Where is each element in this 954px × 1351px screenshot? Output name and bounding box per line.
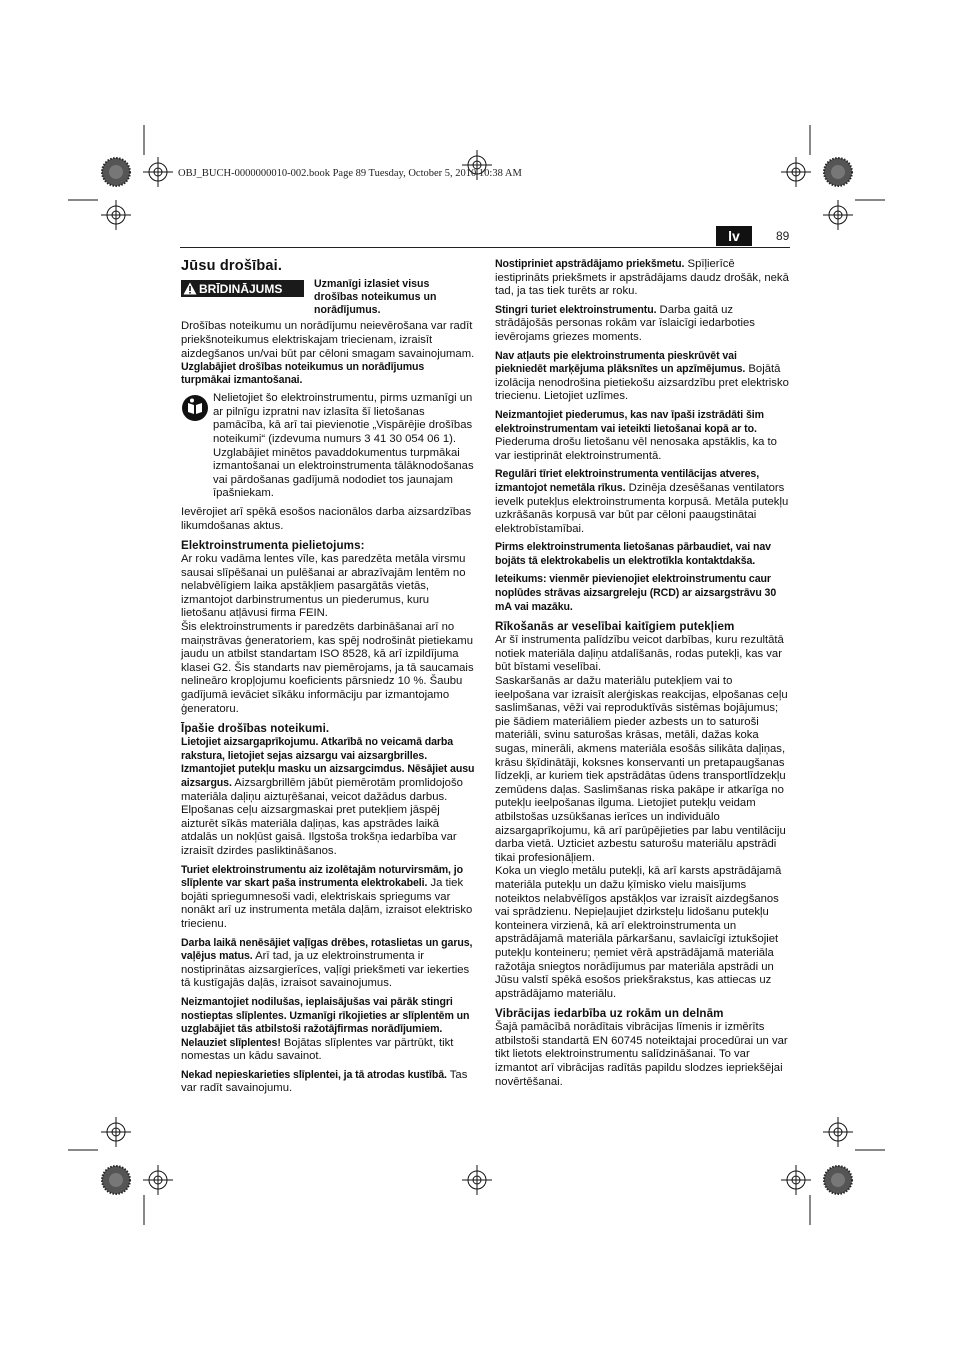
subheading-special: Īpašie drošības noteikumi. [181, 722, 330, 736]
paragraph-text: Arī tad, ja uz elektroinstrumenta ir nostiprinātas aizsargierīces, vaļīgi priekšmeti var iekerties tā kustīgajās daļās, izraisot savainojumus. [181, 950, 470, 990]
warning-block [181, 278, 476, 316]
bold-lead: Regulāri tīriet elektroinstrumenta ventilācijas atveres, izmantojot nemetāla rīkus. [495, 468, 760, 494]
paragraph-text: Bojātas slīplentes var pārtrūkt, tikt nomestas un kādu savainot. [181, 1036, 454, 1063]
manual-notice [181, 392, 476, 501]
paragraph-text: Bojātā izolācija nenodrošina pietiekošu aizsardzību pret elektrisko triecienu. Lietojiet uzlīmes. [495, 363, 789, 403]
paragraph: Koka un vieglo metālu putekļi, kā arī karsts apstrādājamā materiāla putekļu un dažu ķīmisko vielu maisījums noteiktos nelabvēlīgos apstākļos var izraisīt aizdegšanos vai sprādzienu. Nepieļaujiet dzirksteļu lidošanu putekļu konteinera virzienā, kā arī elektroinstrumenta un apstrādājamā materiāla pārkaršanu, savlaicīgi iztukšojiet putekļu konteineru; ņemiet vērā apstrādājamā materiāla ražotāja sniegtos norādījumus par materiāla apstrādi un Jūsu valstī spēkā esošos priekšrakstus, kas attiecas uz apstrādājamo materiālu. [495, 865, 782, 1000]
paragraph-text: Aizsargbrillēm jābūt piemērotām promlidojošo materiāla daļiņu aiztuŗēšanai, veicot dažādus darbus. Elpošanas ceļu aizsargmaskai pret putekļiem jāspēj aizturēt sīkās materiāla daļiņas, kas apstrādes laikā atdalās un nokļūst gaisā. Ilgstoša trokšņa iedarbība var izraisīt dzirdes pasliktināšanos. [181, 777, 463, 857]
paragraph-text: Ja tiek bojāti spriegumnesoši vadi, elektriskais spriegums var nonākt arī uz instrumenta metāla daļām, izraisot elektrisko triecienu. [181, 877, 473, 930]
bold-lead: Nekad nepieskarieties slīplentei, ja tā atrodas kustībā. [181, 1068, 447, 1081]
paragraph: Saskaršanās ar dažu materiālu putekļiem vai to ieelpošana var izraisīt alerģiskas reakcijas, elpošanas ceļu saslimšanas, vēži vai reproduktīvās sistēmas bojājumus; pie šādiem materiāliem pieder azbests un to saturoši materiāli, svinu saturošas krāsas, metāli, dažas koka sugas, minerāli, akmens materiāla esošās silikāta daļiņas, krāsu šķīdinātāji, koksnes konservanti un pretapaugšanas līdzekļi, ar kuriem tiek apstrādātas ūdens transportlīdzekļu zemūdens daļas. Saslimšanas riska pakāpe ir atkarīga no putekļu ieelpošanas ilguma. Lietojiet putekļu veidam atbilstošas uzsūkšanas ierīces un individuālo aizsargaprīkojumu, kā arī parūpējieties par labu ventilāciju darba vietā. Uzticiet azbestu saturošu materiālu apstrādi tikai profesionāļiem. [495, 675, 788, 864]
section-title: Jūsu drošībai. [181, 258, 283, 274]
language-badge: lv [716, 226, 752, 246]
paragraph-text: Piederuma drošu lietošanu vēl nenosaka apstāklis, ka to var iestiprināt elektroinstrumentā. [495, 436, 777, 462]
paragraph-text: Spīļierīcē iestiprināts priekšmets ir apstrādājams daudz drošāk, nekā tad, ja tas tiek turēts ar roku. [495, 258, 789, 298]
paragraph: Ar šī instrumenta palīdzību veicot darbības, kuru rezultātā notiek materiāla daļiņu atdalīšanās, rodas putekļi, kas var būt bīstami veselībai. [495, 634, 784, 674]
paragraph: Šis elektroinstruments ir paredzēts darbināšanai arī no maiņstrāvas ģeneratoriem, kas spēj nodrošināt pietiekamu jaudu un atbilst standartam ISO 8528, kā arī izpildījuma klasei G2. Šis standarts nav piemērojams, ja tā saucamais nelineāro kropļojumu koeficients pārsniedz 10 %. Šaubu gadījumā ievāciet sīkāku informāciju par izmantojamo ģeneratoru. [181, 621, 474, 715]
left-column [181, 258, 476, 1101]
bold-lead: Lietojiet aizsargaprīkojumu. Atkarībā no veicamā darba rakstura, lietojiet sejas aizsargu vai aizsargbrilles. Izmantojiet putekļu masku un aizsargcimdus. Nēsājiet ausu aizsargus. [181, 736, 475, 790]
paragraph: Šajā pamācībā norādītais vibrācijas līmenis ir izmērīts atbilstoši standartā EN 60745 noteiktajai procedūrai un var tikt lietots elektroinstrumentu salīdzināšanai. To var izmantot arī vibrācijas radītās papildu slodzes iepriekšējai novērtēšanai. [495, 1021, 788, 1088]
page-number: 89 [776, 229, 790, 243]
bold-lead: Turiet elektroinstrumentu aiz izolētajām noturvirsmām, jo slīplente var skart paša instrumenta elektrokabeli. [181, 863, 463, 890]
header-rule [180, 247, 790, 248]
right-column [495, 258, 790, 1094]
bold-lead: Neizmantojiet piederumus, kas nav īpaši izstrādāti šim elektroinstrumentam vai ieteikti lietošanai kopā ar to. [495, 408, 764, 435]
paragraph: Ar roku vadāma lentes vīle, kas paredzēta metāla virsmu sausai slīpēšanai un pulēšanai ar abrazīvajām lentēm no nelabvēlīgiem laika apstākļiem pasargātās vietās, izmantojot darbinstrumentus un piederumus, kuru lietošanu atļāvusi firma FEIN. [181, 553, 466, 620]
bold-lead: Stingri turiet elektroinstrumentu. [495, 303, 657, 316]
subheading-dust: Rīkošanās ar veselībai kaitīgiem putekļiem [495, 620, 735, 634]
warning-label: BRĪDINĀJUMS [199, 281, 283, 296]
read-manual-icon [181, 394, 209, 422]
print-header: OBJ_BUCH-0000000010-002.book Page 89 Tuesday, October 5, 2010 10:38 AM [178, 168, 522, 179]
paragraph-bold: Uzglabājiet drošības noteikumus un norādījumus turpmākai izmantošanai. [181, 361, 425, 387]
warning-badge [181, 280, 304, 297]
paragraph-text: Tas var radīt savainojumu. [181, 1068, 468, 1095]
bold-lead: Ieteikums: vienmēr pievienojiet elektroinstrumentu caur noplūdes strāvas aizsargreleju (RCD) ar aizsargstrāvu 30 mA vai mazāku. [495, 573, 777, 613]
paragraph: Drošības noteikumu un norādījumu neievērošana var radīt priekšnoteikumus elektriskajam triecienam, izraisīt aizdegšanos un/vai būt par cēloni smagam savainojumam. [181, 320, 475, 360]
bold-lead: Nostipriniet apstrādājamo priekšmetu. [495, 258, 685, 270]
subheading-usage: Elektroinstrumenta pielietojums: [181, 539, 365, 553]
bold-lead: Pirms elektroinstrumenta lietošanas pārbaudiet, vai nav bojāts tā elektrokabelis un elektrotīkla kontaktdakša. [495, 541, 771, 567]
paragraph: Ievērojiet arī spēkā esošos nacionālos darba aizsardzības likumdošanas aktus. [181, 505, 472, 532]
paragraph-text: Darba gaitā uz strādājošās personas rokām var īslaicīgi iedarboties ievērojams griezes moments. [495, 303, 755, 343]
bold-lead: Neizmantojiet nodilušas, ieplaisājušas vai pārāk stingri nostieptas slīplentes. Uzmanīgi rīkojieties ar slīplentēm un uzglabājiet tās atbilstoši ražotājfirmas norādījumiem. Nelauziet slīplentes! [181, 995, 470, 1049]
paragraph-text: Dzinēja dzesēšanas ventilators ievelk putekļus elektroinstrumenta korpusā. Metāla putekļu uzkrāšanās korpusā var būt par cēloni paaugstinātai elektrobīstamībai. [495, 481, 789, 535]
paragraph: Nelietojiet šo elektroinstrumentu, pirms uzmanīgi un ar pilnīgu izpratni nav izlasīta šī lietošanas pamācība, kā arī tai pievienotie „Vispārējie drošības noteikumi“ (izdevuma numurs 3 41 30 054 06 1). Uzglabājiet minētos pavaddokumentus turpmākai izmantošanai un elektroinstrumenta tālāknodošanas vai pārdošanas gadījumā nododiet tos jaunajam īpašniekam. [213, 392, 474, 500]
bold-lead: Nav atļauts pie elektroinstrumenta pieskrūvēt vai piekniedēt marķējuma plāksnītes un apzīmējumus. [495, 349, 746, 376]
subheading-vibration: Vibrācijas iedarbība uz rokām un delnām [495, 1007, 724, 1021]
bold-lead: Darba laikā nenēsājiet vaļīgas drēbes, rotaslietas un garus, vaļējus matus. [181, 936, 473, 963]
warning-text: Uzmanīgi izlasiet visus drošības noteikumus un norādījumus. [314, 278, 437, 316]
warning-triangle-icon [183, 282, 197, 295]
